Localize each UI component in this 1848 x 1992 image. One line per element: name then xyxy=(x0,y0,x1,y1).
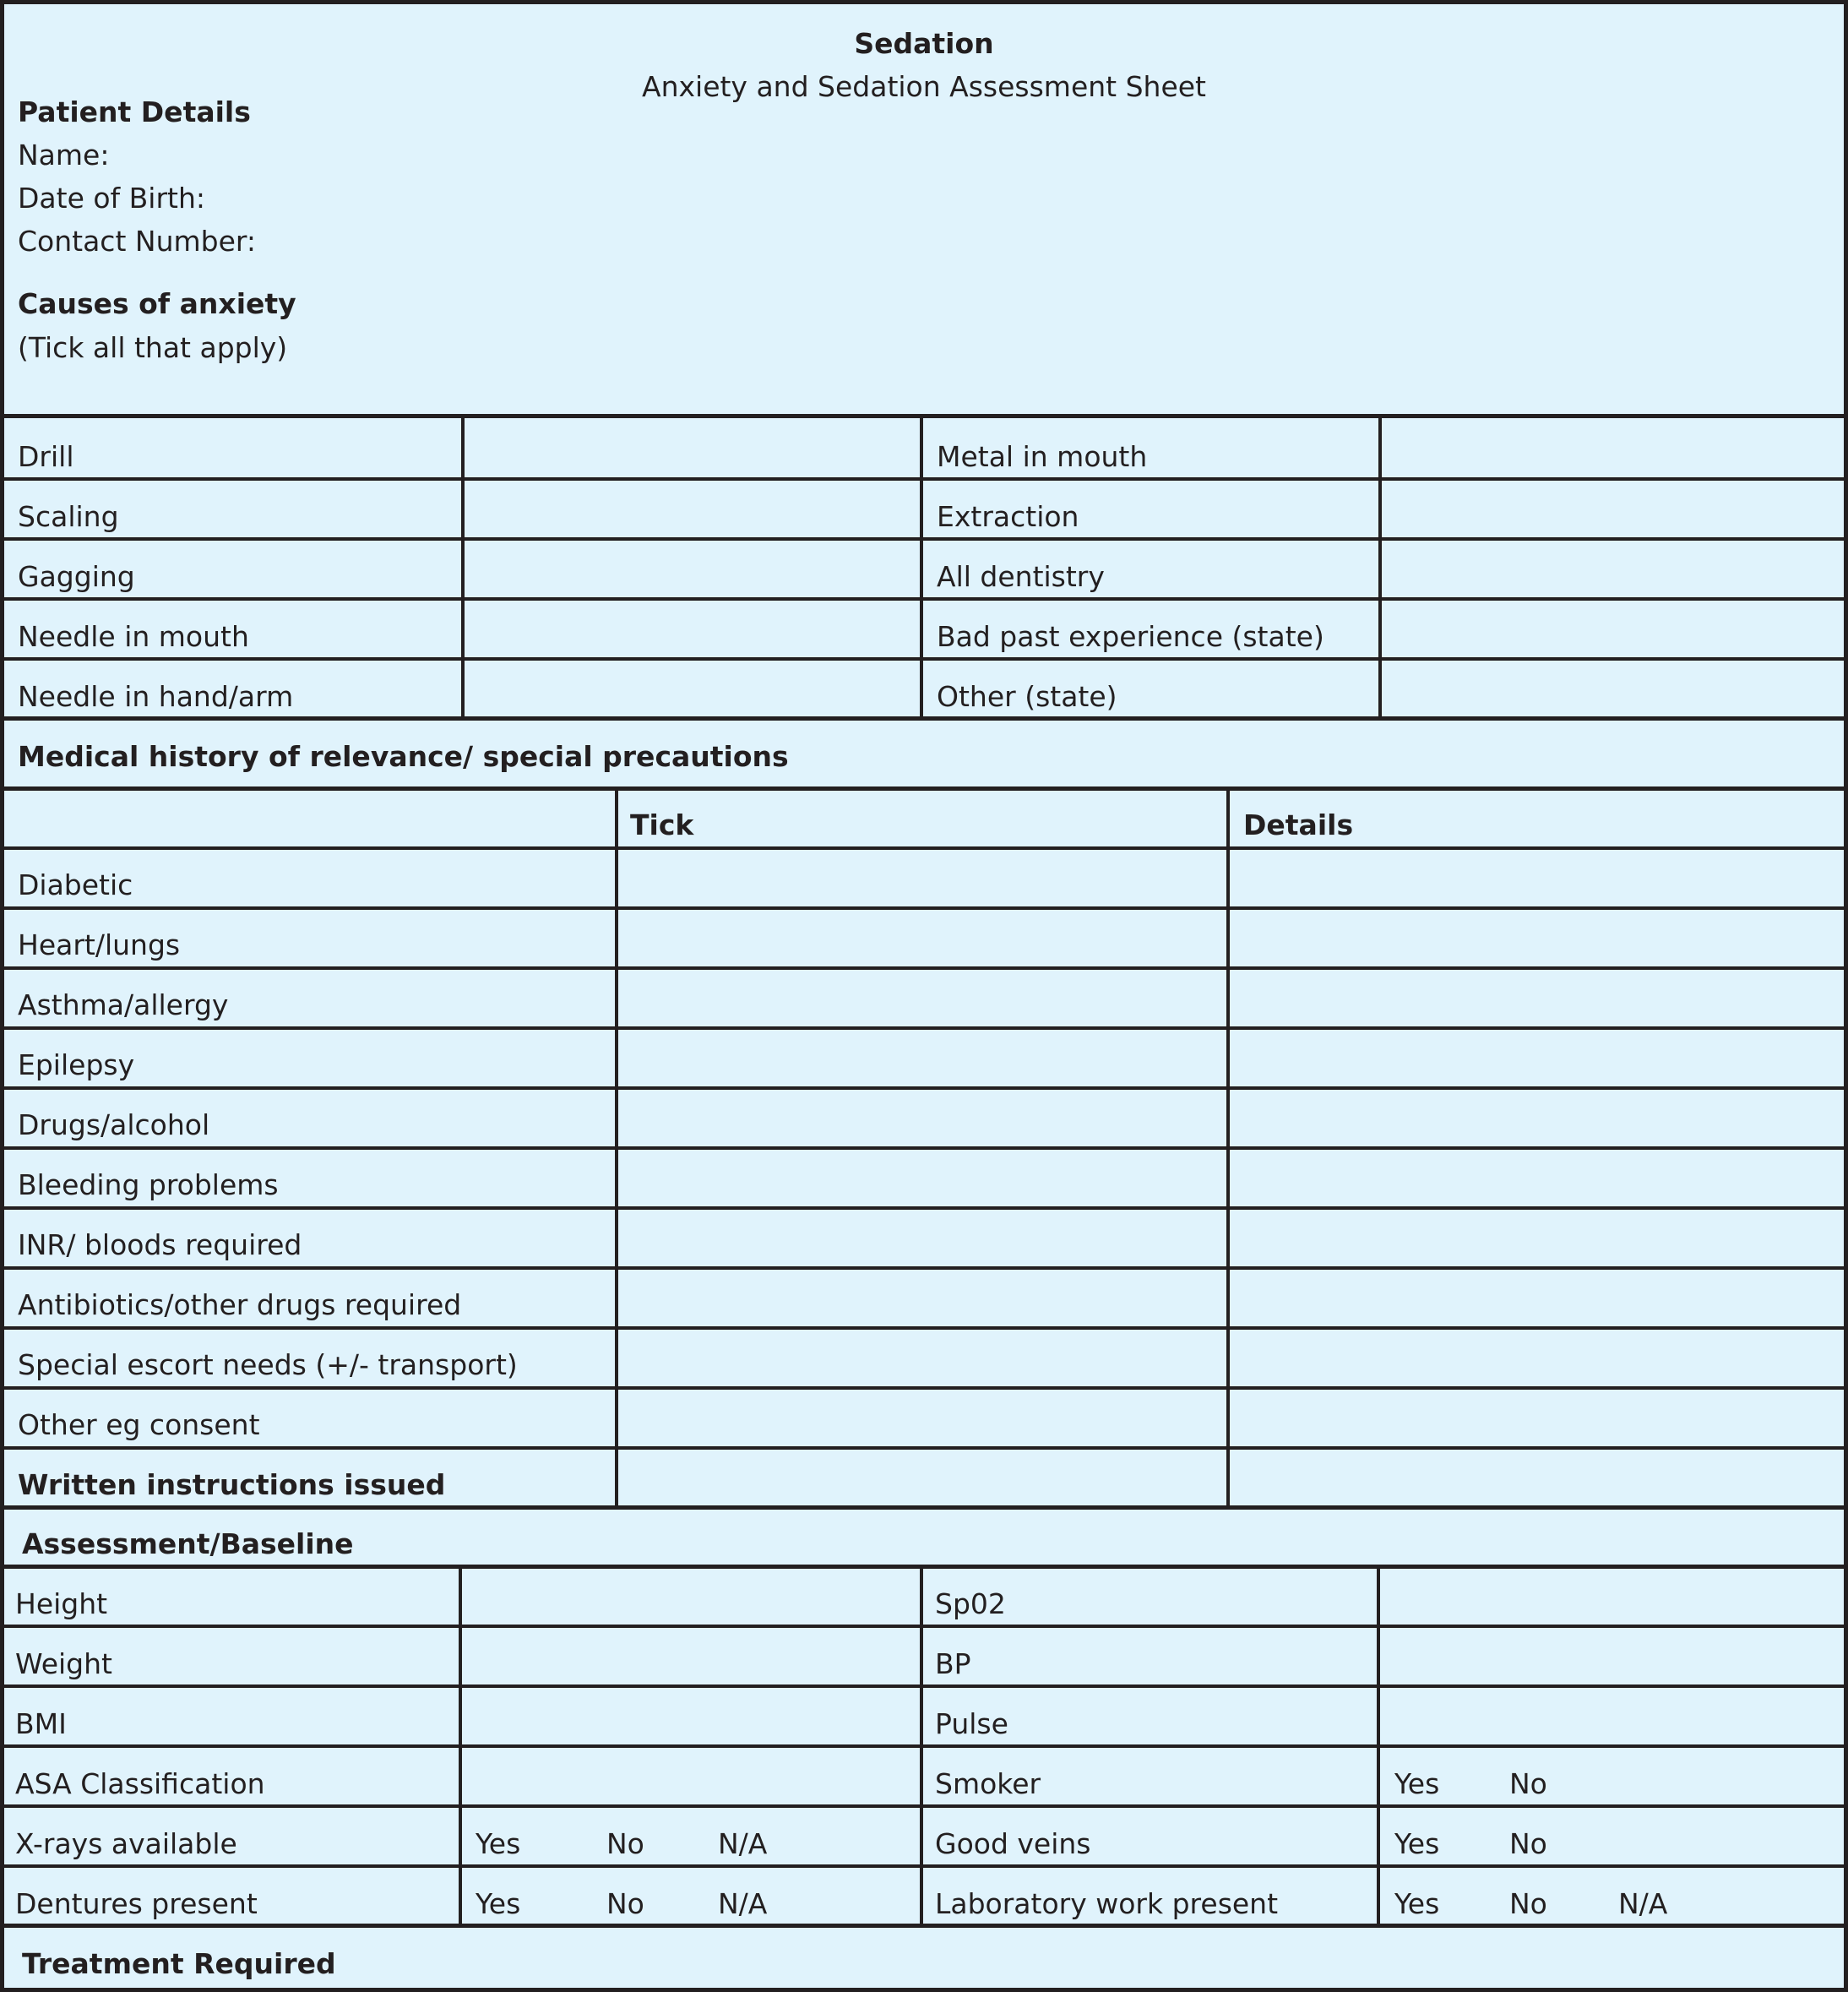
assessment-item: Good veins xyxy=(935,1827,1091,1860)
medical-history-item: Asthma/allergy xyxy=(18,988,229,1021)
divider xyxy=(4,537,1844,541)
treatment-required-heading: Treatment Required xyxy=(22,1947,336,1980)
divider xyxy=(4,966,1844,970)
causes-of-anxiety-heading: Causes of anxiety xyxy=(18,287,296,320)
option-na[interactable]: N/A xyxy=(718,1827,768,1860)
divider xyxy=(4,1206,1844,1210)
divider xyxy=(4,1146,1844,1150)
column-divider xyxy=(920,414,923,720)
option-no[interactable]: No xyxy=(1509,1827,1547,1860)
anxiety-item: Metal in mouth xyxy=(937,440,1148,473)
medical-history-item: Bleeding problems xyxy=(18,1168,279,1201)
divider xyxy=(4,1026,1844,1030)
medical-history-item: Epilepsy xyxy=(18,1048,135,1081)
anxiety-item: Needle in hand/arm xyxy=(18,680,294,713)
divider xyxy=(4,1326,1844,1330)
column-divider xyxy=(1378,414,1382,720)
medical-history-item: Drugs/alcohol xyxy=(18,1108,210,1141)
assessment-item: ASA Classification xyxy=(15,1767,265,1800)
anxiety-item: Drill xyxy=(18,440,74,473)
assessment-item: Sp02 xyxy=(935,1587,1006,1620)
assessment-item: Smoker xyxy=(935,1767,1041,1800)
anxiety-item: Other (state) xyxy=(937,680,1117,713)
option-no[interactable]: No xyxy=(1509,1887,1547,1920)
option-yes[interactable]: Yes xyxy=(476,1827,521,1860)
option-no[interactable]: No xyxy=(1509,1767,1547,1800)
divider xyxy=(4,1086,1844,1090)
option-no[interactable]: No xyxy=(606,1887,644,1920)
divider xyxy=(4,1924,1844,1928)
assessment-item: Pulse xyxy=(935,1707,1008,1740)
name-label: Name: xyxy=(18,139,110,171)
assessment-item: BMI xyxy=(15,1707,67,1740)
divider xyxy=(4,1505,1844,1510)
column-divider xyxy=(1226,786,1230,1509)
divider xyxy=(4,1744,1844,1748)
assessment-item: X-rays available xyxy=(15,1827,237,1860)
option-yes[interactable]: Yes xyxy=(476,1887,521,1920)
option-yes[interactable]: Yes xyxy=(1394,1827,1440,1860)
divider xyxy=(4,846,1844,850)
tick-instruction: (Tick all that apply) xyxy=(18,331,288,364)
divider xyxy=(4,1565,1844,1569)
written-instructions-label: Written instructions issued xyxy=(18,1468,446,1501)
option-na[interactable]: N/A xyxy=(1618,1887,1668,1920)
anxiety-item: Needle in mouth xyxy=(18,620,249,653)
anxiety-item: Bad past experience (state) xyxy=(937,620,1324,653)
divider xyxy=(4,477,1844,481)
option-yes[interactable]: Yes xyxy=(1394,1767,1440,1800)
assessment-item: Weight xyxy=(15,1647,112,1680)
tick-column-header: Tick xyxy=(630,808,694,841)
column-divider xyxy=(920,1565,923,1927)
medical-history-item: Other eg consent xyxy=(18,1408,260,1441)
divider xyxy=(4,1625,1844,1628)
assessment-item: Dentures present xyxy=(15,1887,258,1920)
medical-history-item: Special escort needs (+/- transport) xyxy=(18,1348,518,1381)
divider xyxy=(4,1684,1844,1688)
column-divider xyxy=(1377,1565,1380,1927)
option-na[interactable]: N/A xyxy=(718,1887,768,1920)
column-divider xyxy=(615,786,618,1509)
medical-history-item: Antibiotics/other drugs required xyxy=(18,1288,462,1321)
contact-number-label: Contact Number: xyxy=(18,225,256,258)
details-column-header: Details xyxy=(1243,808,1354,841)
medical-history-item: INR/ bloods required xyxy=(18,1228,302,1261)
medical-history-item: Diabetic xyxy=(18,868,133,901)
divider xyxy=(4,906,1844,910)
patient-details-heading: Patient Details xyxy=(18,95,251,128)
divider xyxy=(4,716,1844,721)
divider xyxy=(4,597,1844,601)
dob-label: Date of Birth: xyxy=(18,182,206,215)
divider xyxy=(4,1266,1844,1270)
divider xyxy=(4,1446,1844,1450)
medical-history-heading: Medical history of relevance/ special precautions xyxy=(18,740,789,773)
divider xyxy=(4,1804,1844,1808)
anxiety-item: Gagging xyxy=(18,560,135,593)
column-divider xyxy=(459,1565,462,1927)
divider xyxy=(4,414,1844,418)
assessment-item: Height xyxy=(15,1587,108,1620)
anxiety-item: Scaling xyxy=(18,500,119,533)
assessment-item: BP xyxy=(935,1647,971,1680)
medical-history-item: Heart/lungs xyxy=(18,928,181,961)
column-divider xyxy=(461,414,465,720)
option-yes[interactable]: Yes xyxy=(1394,1887,1440,1920)
sheet-subtitle: Anxiety and Sedation Assessment Sheet xyxy=(642,70,1206,103)
divider xyxy=(4,786,1844,791)
divider xyxy=(4,1386,1844,1390)
anxiety-item: All dentistry xyxy=(937,560,1105,593)
divider xyxy=(4,1864,1844,1868)
assessment-item: Laboratory work present xyxy=(935,1887,1279,1920)
sheet-title: Sedation xyxy=(854,27,994,60)
anxiety-item: Extraction xyxy=(937,500,1079,533)
option-no[interactable]: No xyxy=(606,1827,644,1860)
assessment-heading: Assessment/Baseline xyxy=(22,1527,354,1560)
divider xyxy=(4,657,1844,661)
